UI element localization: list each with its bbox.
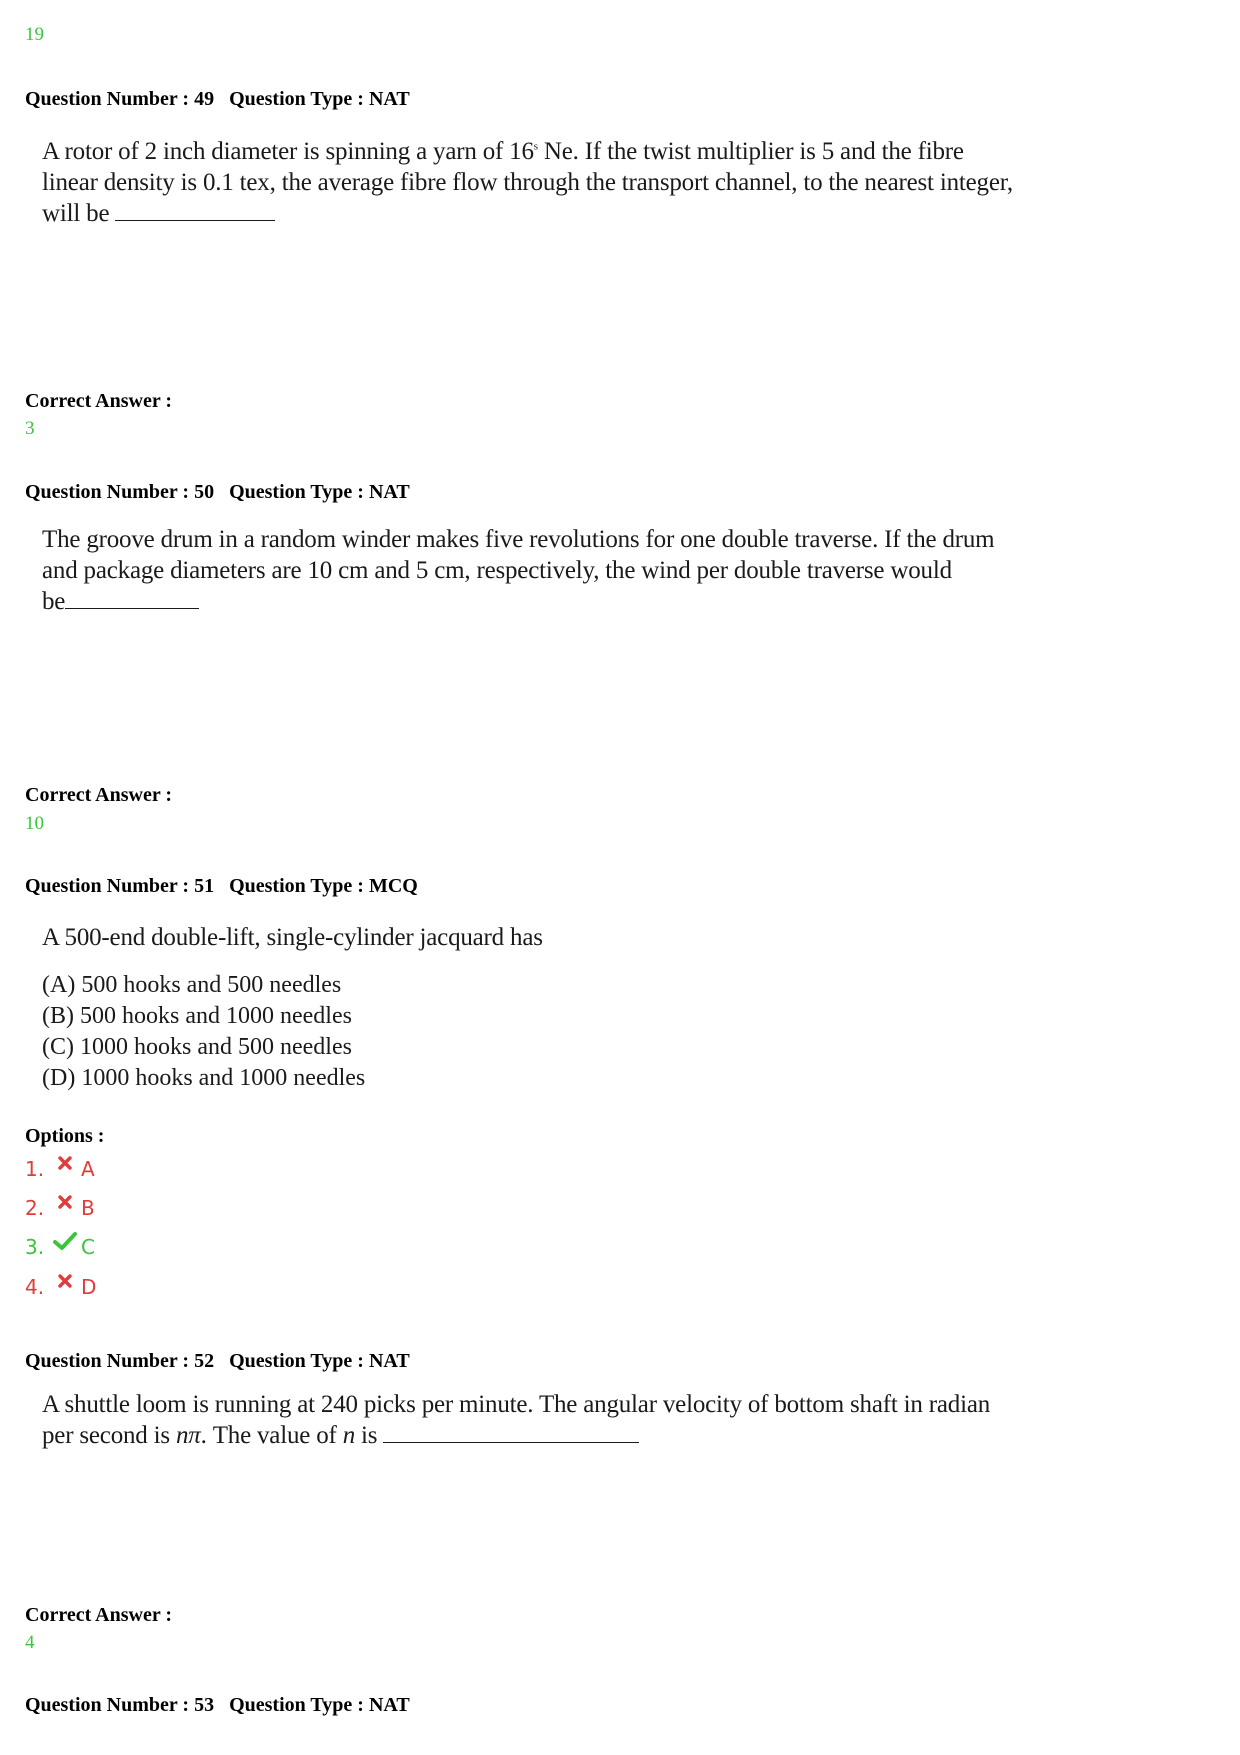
question-type: NAT (368, 481, 410, 503)
correct-answer-49: 3 (25, 418, 35, 439)
text-line: linear density is 0.1 tex, the average fibre flow through the transport channel, to the nearest integer, (42, 169, 1013, 196)
option-number: 3. (25, 1235, 45, 1259)
choice-d: (D) 1000 hooks and 1000 needles (42, 1065, 366, 1091)
option-letter: C (81, 1235, 95, 1259)
text-line: will be (42, 200, 110, 227)
cross-icon (53, 1155, 77, 1171)
question-type-label: Question Type : (229, 1694, 364, 1716)
correct-answer-50: 10 (25, 813, 44, 834)
cross-icon (53, 1273, 77, 1289)
text-line: is (355, 1422, 378, 1449)
answer-blank (115, 198, 275, 221)
text-line: be (42, 588, 66, 615)
choice-a: (A) 500 hooks and 500 needles (42, 972, 342, 998)
question-number-label: Question Number : (25, 875, 190, 897)
correct-answer-label: Correct Answer : (25, 784, 172, 806)
question-number: 51 (194, 875, 215, 897)
question-header-52 (25, 1350, 410, 1373)
option-number: 4. (25, 1275, 45, 1299)
question-text-49 (42, 136, 1013, 229)
option-number: 2. (25, 1196, 45, 1220)
question-number-label: Question Number : (25, 1350, 190, 1372)
question-number-label: Question Number : (25, 481, 190, 503)
correct-answer-label: Correct Answer : (25, 390, 172, 412)
text-line: A rotor of 2 inch diameter is spinning a yarn of 16 (42, 138, 534, 165)
page-number: 19 (25, 24, 44, 45)
text-line: Ne. If the twist multiplier is 5 and the fibre (537, 138, 964, 165)
question-type: MCQ (368, 875, 418, 897)
question-type-label: Question Type : (229, 875, 364, 897)
question-type: NAT (368, 1350, 410, 1372)
option-row-4 (25, 1275, 96, 1299)
text-line: per second is (42, 1422, 176, 1449)
question-type-label: Question Type : (229, 88, 364, 110)
question-number-label: Question Number : (25, 1694, 190, 1716)
text-line: . The value of (200, 1422, 343, 1449)
option-row-2 (25, 1196, 95, 1220)
option-number: 1. (25, 1157, 45, 1181)
correct-answer-52: 4 (25, 1632, 35, 1653)
answer-blank (65, 586, 199, 609)
option-row-1 (25, 1157, 95, 1181)
text-line: and package diameters are 10 cm and 5 cm, respectively, the wind per double traverse would (42, 557, 952, 584)
question-type: NAT (368, 88, 410, 110)
question-number-label: Question Number : (25, 88, 190, 110)
choice-c: (C) 1000 hooks and 500 needles (42, 1034, 352, 1060)
option-letter: B (81, 1196, 95, 1220)
question-type: NAT (368, 1694, 410, 1716)
question-number: 49 (194, 88, 215, 110)
math-var: nπ (175, 1422, 201, 1449)
question-text-50 (42, 524, 994, 617)
question-number: 50 (194, 481, 215, 503)
question-type-label: Question Type : (229, 481, 364, 503)
answer-blank (383, 1420, 639, 1443)
superscript: s (533, 140, 538, 153)
options-label: Options : (25, 1125, 105, 1147)
question-header-51 (25, 875, 418, 898)
question-header-49 (25, 88, 410, 111)
correct-answer-label: Correct Answer : (25, 1604, 172, 1626)
check-icon (53, 1231, 77, 1251)
cross-icon (53, 1194, 77, 1210)
question-text-51: A 500-end double-lift, single-cylinder jacquard has (42, 924, 543, 951)
question-number: 53 (194, 1694, 215, 1716)
option-row-3 (25, 1235, 95, 1259)
math-var: n (342, 1422, 355, 1449)
option-letter: A (81, 1157, 95, 1181)
question-text-52 (42, 1389, 990, 1451)
question-type-label: Question Type : (229, 1350, 364, 1372)
choice-b: (B) 500 hooks and 1000 needles (42, 1003, 352, 1029)
question-header-50 (25, 481, 410, 504)
question-header-53 (25, 1694, 410, 1717)
question-number: 52 (194, 1350, 215, 1372)
text-line: The groove drum in a random winder makes five revolutions for one double traverse. If the drum (42, 526, 995, 553)
option-letter: D (81, 1275, 97, 1299)
mcq-choices (42, 970, 365, 1094)
text-line: A shuttle loom is running at 240 picks per minute. The angular velocity of bottom shaft in radian (42, 1391, 991, 1418)
